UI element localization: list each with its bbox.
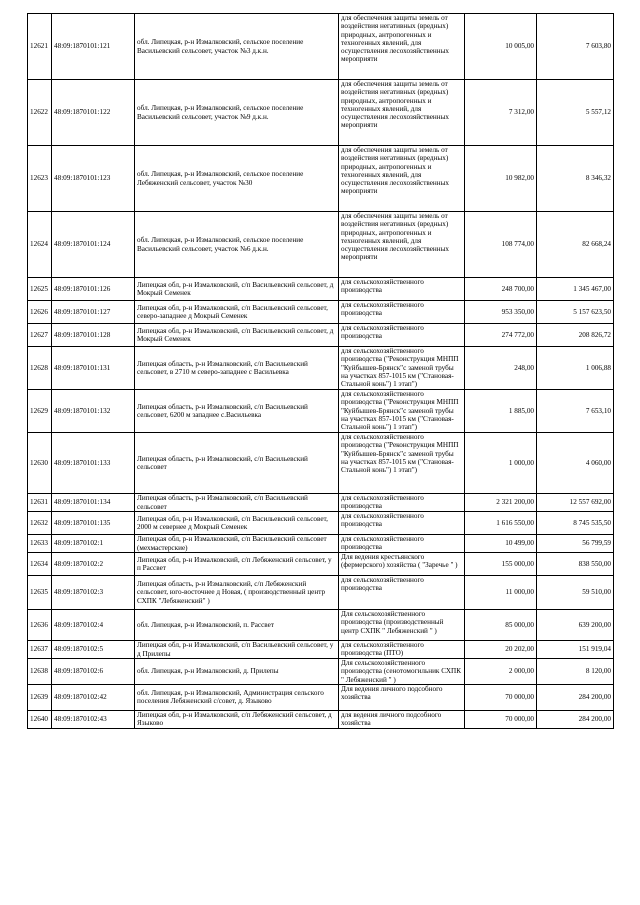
table-row: [28, 278, 614, 301]
cadastral-number-cell: 48:09:1870101:135: [52, 512, 135, 535]
row-number-cell: 12638: [28, 659, 52, 685]
cadastral-value-cell: 8 346,32: [537, 146, 614, 212]
land-use-cell: для сельскохозяйственного производства: [339, 512, 465, 535]
table-row: [28, 684, 614, 710]
row-number-cell: 12622: [28, 80, 52, 146]
row-number-cell: 12626: [28, 301, 52, 324]
row-number-cell: 12625: [28, 278, 52, 301]
table-row: [28, 390, 614, 433]
cadastral-number-cell: 48:09:1870101:122: [52, 80, 135, 146]
area-cell: 1 885,00: [465, 390, 537, 433]
area-cell: 11 000,00: [465, 576, 537, 610]
area-cell: 155 000,00: [465, 553, 537, 576]
row-number-cell: 12623: [28, 146, 52, 212]
address-cell: Липецкая область, р-н Измалковский, с/п Васильевский сельсовет, в 2710 м северо-западнее с Васильевка: [135, 347, 339, 390]
row-number-cell: 12624: [28, 212, 52, 278]
cadastral-value-cell: 4 060,00: [537, 433, 614, 494]
cadastral-number-cell: 48:09:1870101:128: [52, 324, 135, 347]
address-cell: обл. Липецкая, р-н Измалковский, сельское поселение Васильевский сельсовет, участок №9 д.к.н.: [135, 80, 339, 146]
land-use-cell: Для сельскохозяйственного производства (производственный центр СХПК " Лебяженский " ): [339, 610, 465, 641]
row-number-cell: 12630: [28, 433, 52, 494]
row-number-cell: 12628: [28, 347, 52, 390]
land-use-cell: Для сельскохозяйственного производства (сенотомогильник СХПК " Лебяженский " ): [339, 659, 465, 685]
area-cell: 70 000,00: [465, 684, 537, 710]
area-cell: 248,00: [465, 347, 537, 390]
land-use-cell: для ведения личного подсобного хозяйства: [339, 710, 465, 728]
land-use-cell: для обеспечения защиты земель от воздействия негативных (вредных) природных, антропогенных и техногенных явлений, для осуществления лесохозяйственных мероприяти: [339, 80, 465, 146]
table-row: [28, 80, 614, 146]
cadastral-value-cell: 7 653,10: [537, 390, 614, 433]
land-use-cell: для сельскохозяйственного производства: [339, 494, 465, 512]
table-row: [28, 14, 614, 80]
address-cell: обл. Липецкая, р-н Измалковский, сельское поселение Лебяженский сельсовет, участок №30: [135, 146, 339, 212]
cadastral-value-cell: 7 603,80: [537, 14, 614, 80]
table-row: [28, 553, 614, 576]
cadastral-value-cell: 12 557 692,00: [537, 494, 614, 512]
cadastral-value-cell: 151 919,04: [537, 641, 614, 659]
area-cell: 1 616 550,00: [465, 512, 537, 535]
cadastral-number-cell: 48:09:1870101:126: [52, 278, 135, 301]
cadastral-number-cell: 48:09:1870102:4: [52, 610, 135, 641]
table-row: [28, 494, 614, 512]
area-cell: 10 005,00: [465, 14, 537, 80]
table-row: [28, 576, 614, 610]
cadastral-value-cell: 5 557,12: [537, 80, 614, 146]
cadastral-value-cell: 639 200,00: [537, 610, 614, 641]
address-cell: обл. Липецкая, р-н Измалковский, сельское поселение Васильевский сельсовет, участок №3 д.к.н.: [135, 14, 339, 80]
land-use-cell: для сельскохозяйственного производства (ПТО): [339, 641, 465, 659]
cadastral-value-cell: 284 200,00: [537, 710, 614, 728]
address-cell: обл. Липецкая, р-н Измалковский, Администрация сельского поселения Лебяженский с/совет, д. Языково: [135, 684, 339, 710]
area-cell: 2 321 200,00: [465, 494, 537, 512]
cadastral-number-cell: 48:09:1870101:123: [52, 146, 135, 212]
cadastral-number-cell: 48:09:1870101:121: [52, 14, 135, 80]
land-use-cell: Для ведения личного подсобного хозяйства: [339, 684, 465, 710]
land-use-cell: для обеспечения защиты земель от воздействия негативных (вредных) природных, антропогенных и техногенных явлений, для осуществления лесохозяйственных мероприяти: [339, 146, 465, 212]
cadastral-number-cell: 48:09:1870101:132: [52, 390, 135, 433]
area-cell: 70 000,00: [465, 710, 537, 728]
cadastral-value-cell: 208 826,72: [537, 324, 614, 347]
cadastral-value-cell: 838 550,00: [537, 553, 614, 576]
row-number-cell: 12633: [28, 535, 52, 553]
land-use-cell: для сельскохозяйственного производства: [339, 301, 465, 324]
cadastral-number-cell: 48:09:1870101:124: [52, 212, 135, 278]
address-cell: Липецкая обл, р-н Измалковский, с/п Лебяженский сельсовет, у п Рассвет: [135, 553, 339, 576]
table-row: [28, 324, 614, 347]
address-cell: Липецкая область, р-н Измалковский, с/п Лебяженский сельсовет, юго-восточнее д Новая, ( производственный центр СХПК "Лебяженский" ): [135, 576, 339, 610]
cadastral-number-cell: 48:09:1870102:42: [52, 684, 135, 710]
cadastral-number-cell: 48:09:1870101:131: [52, 347, 135, 390]
row-number-cell: 12634: [28, 553, 52, 576]
area-cell: 953 350,00: [465, 301, 537, 324]
table-row: [28, 433, 614, 494]
row-number-cell: 12621: [28, 14, 52, 80]
area-cell: 1 000,00: [465, 433, 537, 494]
address-cell: Липецкая область, р-н Измалковский, с/п Васильевский сельсовет: [135, 433, 339, 494]
table-row: [28, 659, 614, 685]
cadastral-number-cell: 48:09:1870101:133: [52, 433, 135, 494]
address-cell: Липецкая область, р-н Измалковский, с/п Васильевский сельсовет: [135, 494, 339, 512]
area-cell: 7 312,00: [465, 80, 537, 146]
land-use-cell: для сельскохозяйственного производства: [339, 324, 465, 347]
area-cell: 10 499,00: [465, 535, 537, 553]
row-number-cell: 12639: [28, 684, 52, 710]
table-row: [28, 146, 614, 212]
cadastral-value-cell: 1 006,88: [537, 347, 614, 390]
area-cell: 2 000,00: [465, 659, 537, 685]
land-use-cell: для сельскохозяйственного производства: [339, 278, 465, 301]
row-number-cell: 12629: [28, 390, 52, 433]
address-cell: Липецкая обл, р-н Измалковский, с/п Васильевский сельсовет, северо-западнее д Мокрый Семенек: [135, 301, 339, 324]
cadastral-value-cell: 8 745 535,50: [537, 512, 614, 535]
table-row: [28, 610, 614, 641]
row-number-cell: 12632: [28, 512, 52, 535]
table-body: [28, 14, 614, 729]
address-cell: Липецкая обл, р-н Измалковский, с/п Васильевский сельсовет, д Мокрый Семенек: [135, 278, 339, 301]
land-use-cell: для сельскохозяйственного производства ("Реконструкция МНПП "Куйбышев-Брянск"с заменой трубы на участках 857-1015 км ("Становая-Стальной конь") 1 этап"): [339, 390, 465, 433]
cadastral-number-cell: 48:09:1870102:3: [52, 576, 135, 610]
address-cell: Липецкая обл, р-н Измалковский, с/п Лебяженский сельсовет, д Языково: [135, 710, 339, 728]
row-number-cell: 12640: [28, 710, 52, 728]
cadastral-value-cell: 56 799,59: [537, 535, 614, 553]
address-cell: Липецкая обл, р-н Измалковский, с/п Васильевский сельсовет (мехмастерские): [135, 535, 339, 553]
area-cell: 108 774,00: [465, 212, 537, 278]
cadastral-number-cell: 48:09:1870102:2: [52, 553, 135, 576]
row-number-cell: 12636: [28, 610, 52, 641]
land-use-cell: Для ведения крестьянского (фермерского) хозяйства ( "Заречье " ): [339, 553, 465, 576]
address-cell: Липецкая обл, р-н Измалковский, с/п Васильевский сельсовет, у д Прилепы: [135, 641, 339, 659]
row-number-cell: 12627: [28, 324, 52, 347]
row-number-cell: 12637: [28, 641, 52, 659]
land-registry-table: [27, 13, 614, 729]
cadastral-value-cell: 82 668,24: [537, 212, 614, 278]
table-row: [28, 641, 614, 659]
cadastral-value-cell: 5 157 623,50: [537, 301, 614, 324]
land-use-cell: для сельскохозяйственного производства ("Реконструкция МНПП "Куйбышев-Брянск"с заменой трубы на участках 857-1015 км ("Становая-Стальной конь") 1 этап"): [339, 347, 465, 390]
cadastral-number-cell: 48:09:1870101:127: [52, 301, 135, 324]
row-number-cell: 12631: [28, 494, 52, 512]
table-row: [28, 535, 614, 553]
land-use-cell: для сельскохозяйственного производства: [339, 576, 465, 610]
area-cell: 274 772,00: [465, 324, 537, 347]
table-row: [28, 212, 614, 278]
cadastral-number-cell: 48:09:1870102:1: [52, 535, 135, 553]
area-cell: 10 982,00: [465, 146, 537, 212]
address-cell: обл. Липецкая, р-н Измалковский, д. Прилепы: [135, 659, 339, 685]
address-cell: обл. Липецкая, р-н Измалковский, сельское поселение Васильевский сельсовет, участок №6 д.к.н.: [135, 212, 339, 278]
land-use-cell: для обеспечения защиты земель от воздействия негативных (вредных) природных, антропогенных и техногенных явлений, для осуществления лесохозяйственных мероприяти: [339, 212, 465, 278]
cadastral-value-cell: 1 345 467,00: [537, 278, 614, 301]
address-cell: обл. Липецкая, р-н Измалковский, п. Рассвет: [135, 610, 339, 641]
table-row: [28, 347, 614, 390]
area-cell: 85 000,00: [465, 610, 537, 641]
row-number-cell: 12635: [28, 576, 52, 610]
table-row: [28, 710, 614, 728]
address-cell: Липецкая область, р-н Измалковский, с/п Васильевский сельсовет, 6200 м западнее с.Васильевка: [135, 390, 339, 433]
table-row: [28, 301, 614, 324]
cadastral-number-cell: 48:09:1870102:43: [52, 710, 135, 728]
area-cell: 20 202,00: [465, 641, 537, 659]
land-use-cell: для сельскохозяйственного производства ("Реконструкция МНПП "Куйбышев-Брянск"с заменой трубы на участках 857-1015 км ("Становая-Стальной конь") 1 этап"): [339, 433, 465, 494]
table-row: [28, 512, 614, 535]
cadastral-value-cell: 59 510,00: [537, 576, 614, 610]
cadastral-value-cell: 284 200,00: [537, 684, 614, 710]
address-cell: Липецкая обл, р-н Измалковский, с/п Васильевский сельсовет, 2000 м севернее д Мокрый Семенек: [135, 512, 339, 535]
cadastral-number-cell: 48:09:1870102:5: [52, 641, 135, 659]
land-use-cell: для сельскохозяйственного производства: [339, 535, 465, 553]
cadastral-number-cell: 48:09:1870101:134: [52, 494, 135, 512]
cadastral-number-cell: 48:09:1870102:6: [52, 659, 135, 685]
area-cell: 248 700,00: [465, 278, 537, 301]
address-cell: Липецкая обл, р-н Измалковский, с/п Васильевский сельсовет, д Мокрый Семенек: [135, 324, 339, 347]
land-use-cell: для обеспечения защиты земель от воздействия негативных (вредных) природных, антропогенных и техногенных явлений, для осуществления лесохозяйственных мероприяти: [339, 14, 465, 80]
cadastral-value-cell: 8 120,00: [537, 659, 614, 685]
